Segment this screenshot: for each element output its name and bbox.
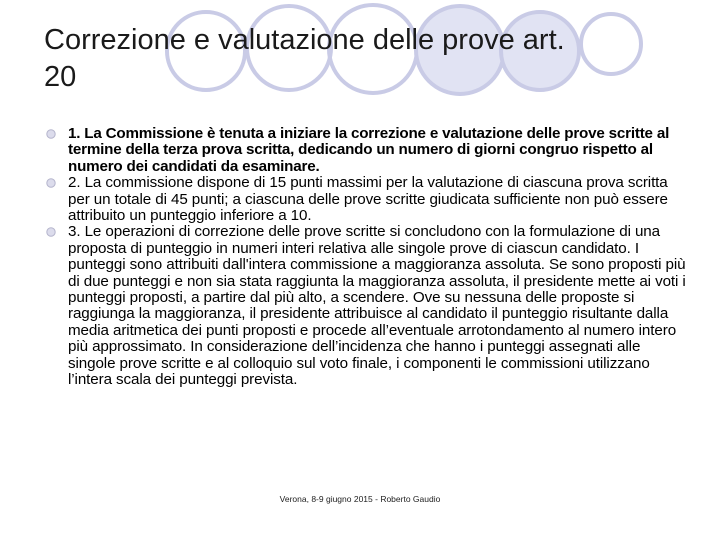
list-item [46,175,686,224]
list-item-text: 3. Le operazioni di correzione delle prove scritte si concludono con la formulazione di una proposta di punteggio in numeri interi relativa alle singole prove di ciascun candidato. I punteggi sono attribuiti dall'intera commissione a maggioranza assoluta. Se sono proposti più di due punteggi e non sia stata raggiunta la maggioranza assoluta, il presidente mette ai voti i punteggi proposti, a partire dal più alto, a scendere. Ove su nessuna delle proposte si raggiunga la maggioranza, il presidente attribuisce al candidato il punteggio risultante dalla media aritmetica dei punti proposti e procede all’eventuale arrotondamento al numero intero più approssimato. In considerazione dell’incidenza che hanno i punteggi assegnati alle singole prove scritte e al colloquio sul voto finale, i componenti le commissioni utilizzano l’intera scala dei punteggi prevista. [68,223,686,389]
list-item-text: 2. La commissione dispone di 15 punti massimi per la valutazione di ciascuna prova scritta per un totale di 45 punti; a ciascuna delle prove scritte giudicata sufficiente non può essere attribuito un punteggio inferiore a 10. [68,174,668,225]
list-item-text: 1. La Commissione è tenuta a iniziare la correzione e valutazione delle prove scritte al termine della terza prova scritta, dedicando un numero di giorni congruo rispetto al numero dei candidati da esaminare. [68,125,670,175]
bullet-icon [46,129,56,139]
list-item [46,126,686,175]
bullet-list [46,126,686,389]
bullet-icon [46,178,56,188]
list-item [46,224,686,388]
slide-footer: Verona, 8-9 giugno 2015 - Roberto Gaudio [279,494,441,504]
title-line: Correzione e valutazione delle prove art. [44,24,565,56]
slide-title [44,22,684,96]
title-line: 20 [44,61,77,93]
bullet-icon [46,227,56,237]
